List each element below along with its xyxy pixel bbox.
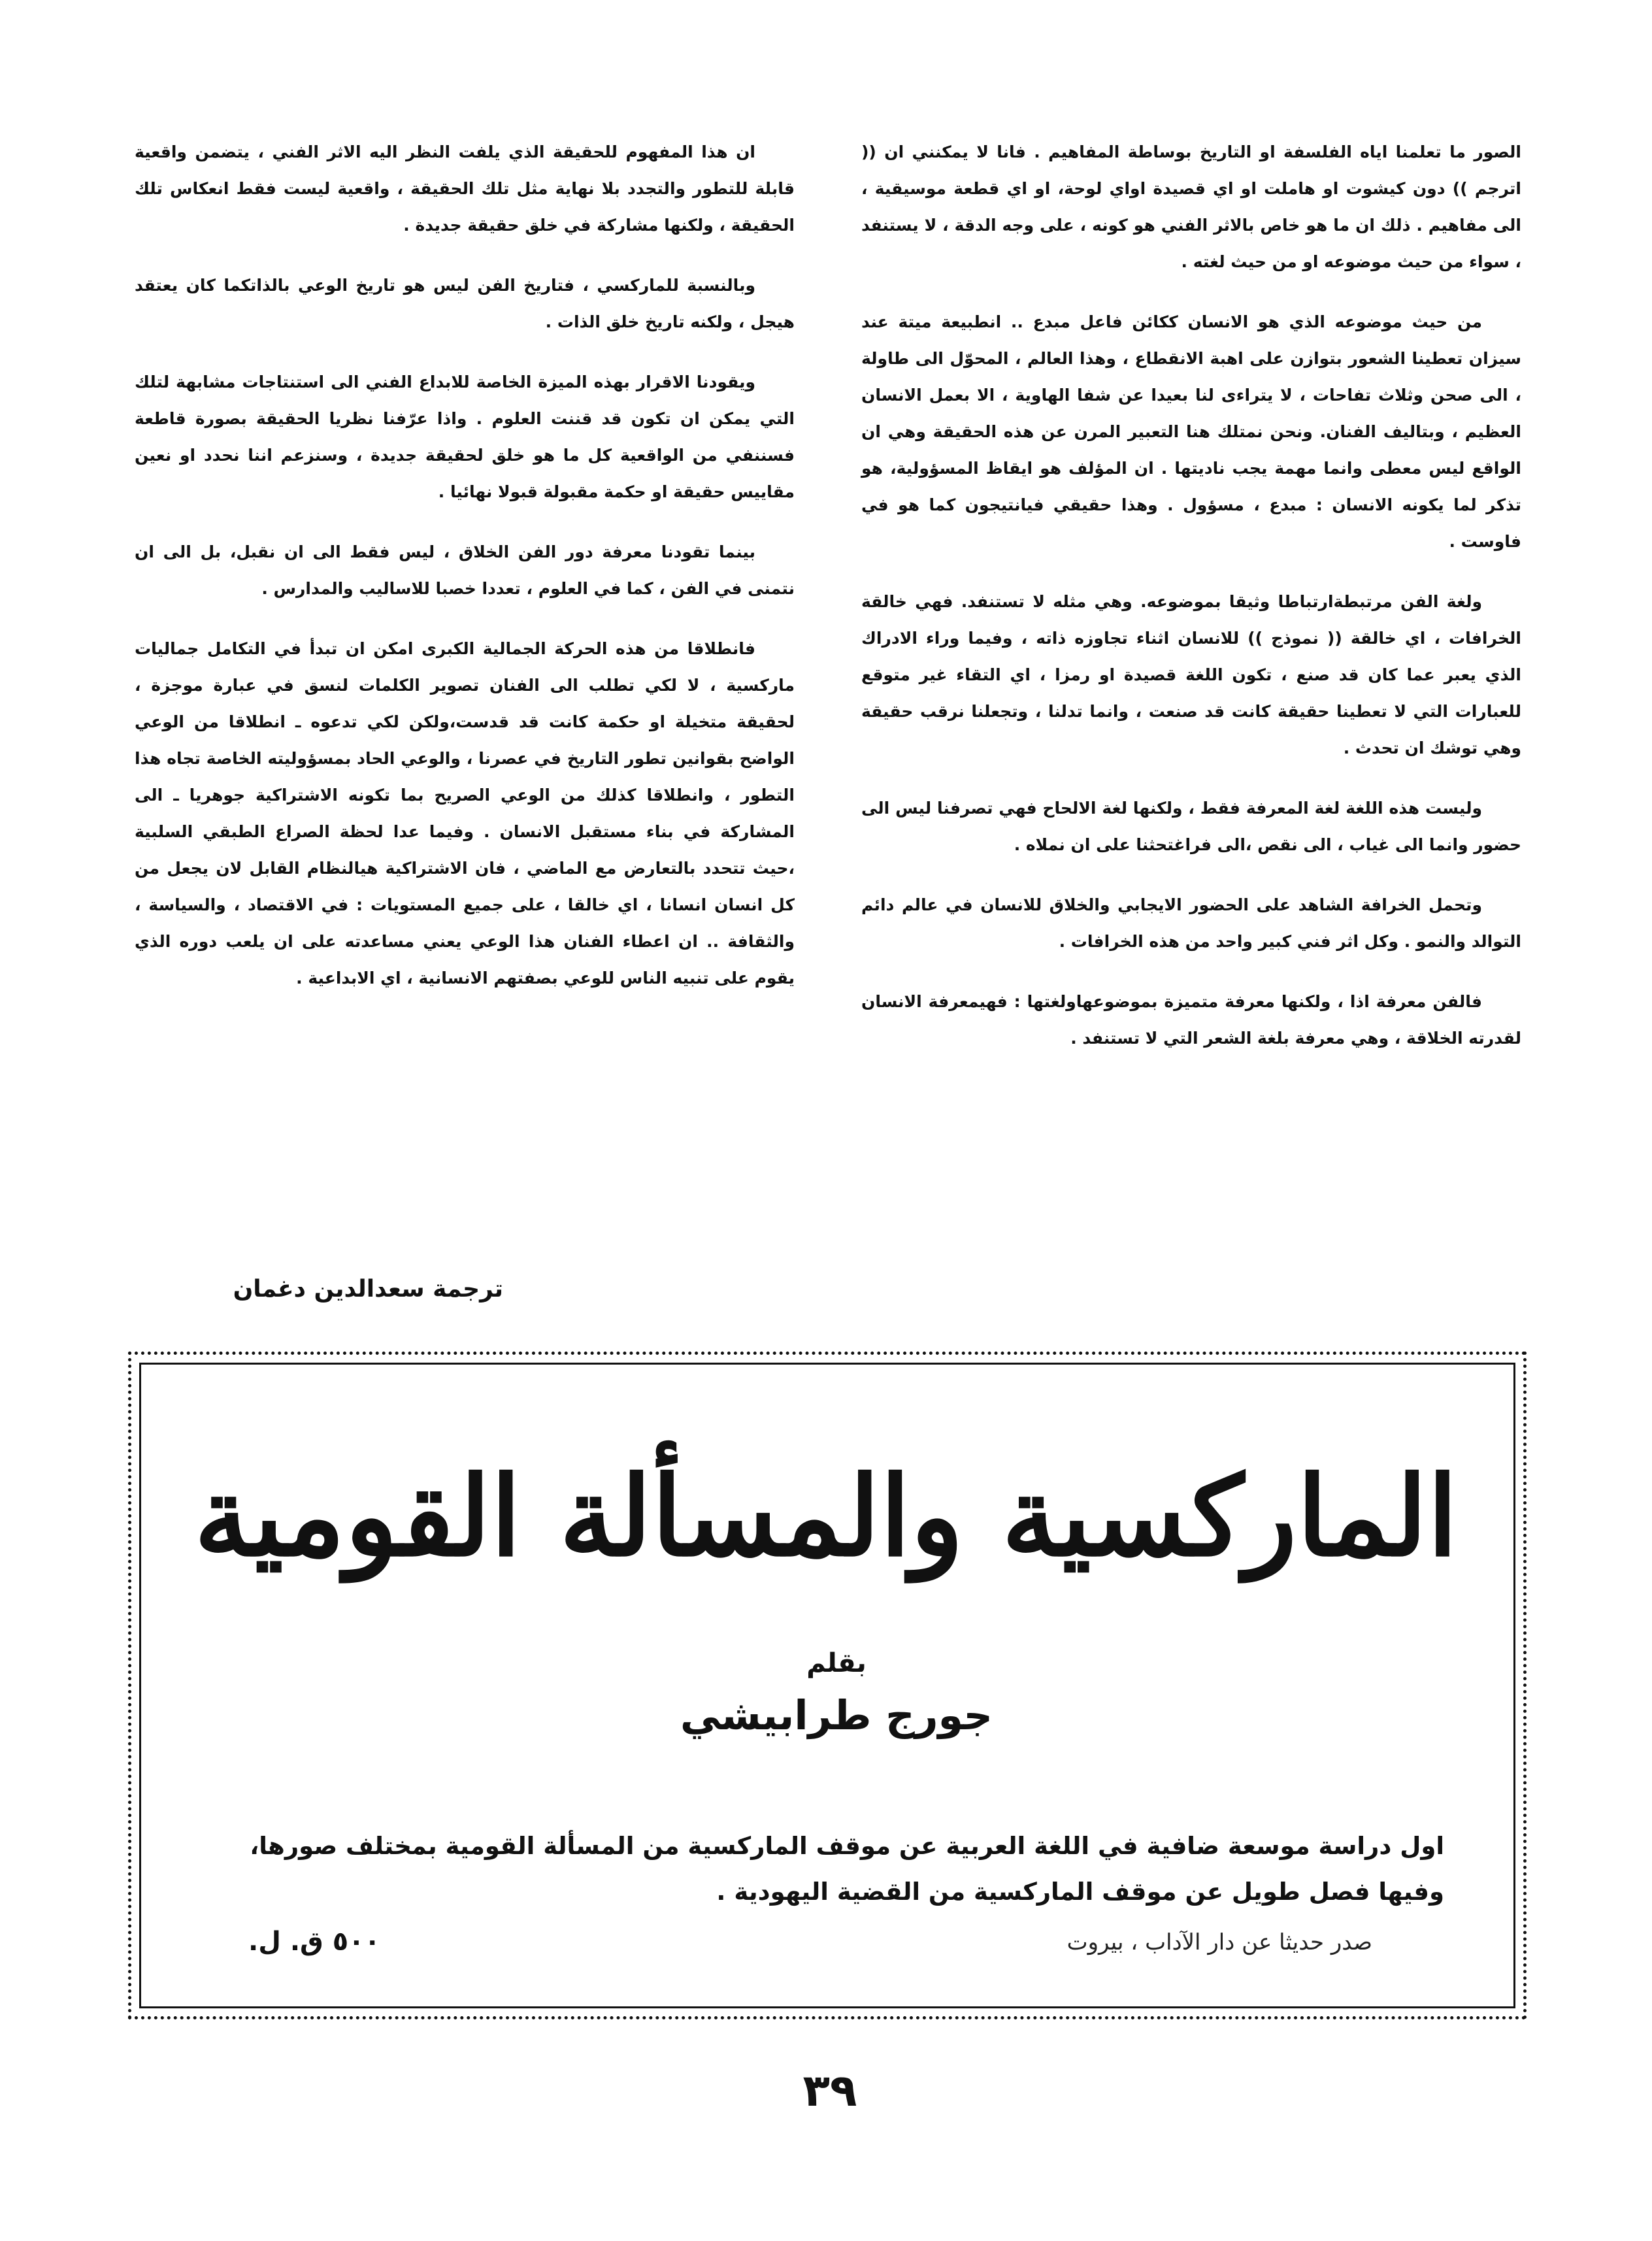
- page-number: ٣٩: [802, 2065, 857, 2117]
- book-price: ٥٠٠ ق. ل.: [248, 1927, 380, 1957]
- paragraph: ويقودنا الاقرار بهذه الميزة الخاصة للابداع الفني الى استنتاجات مشابهة لتلك التي يمكن ان تكون قد قننت العلوم . واذا عرّفنا نظريا الحقيقة بصورة قاطعة فسننفي من الواقعية كل ما هو خلق لحقيقة جديدة ، وسنزعم اننا نحدد او نعين مقاييس حقيقة او حكمة مقبولة قبولا نهائيا .: [135, 373, 795, 501]
- paragraph: وليست هذه اللغة لغة المعرفة فقط ، ولكنها لغة الالحاح فهي تصرفنا ليس الى حضور وانما الى غياب ، الى نقص ،الى فراغتحثنا على ان نملاه .: [861, 799, 1521, 854]
- paragraph: وبالنسبة للماركسي ، فتاريخ الفن ليس هو تاريخ الوعي بالذاتكما كان يعتقد هيجل ، ولكنه تاريخ خلق الذات .: [135, 276, 795, 331]
- article-left-column: [135, 134, 795, 1020]
- paragraph: من حيث موضوعه الذي هو الانسان ككائن فاعل مبدع .. انطبيعة ميتة عند سيزان تعطينا الشعور بتوازن على اهبة الانقطاع ، وهذا العالم ، المحوّل الى طاولة ، الى صحن وثلاث تفاحات ، لا يتراءى لنا بعيدا عن شفا الهاوية ، الا بعمل الانسان العظيم ، وبتاليف الفنان. ونحن نمتلك هنا التعبير المرن عن هذه الحقيقة وهي ان الواقع ليس معطى وانما مهمة يجب ناديتها . ان المؤلف هو ايقاظ المسؤولية، هو تذكر لما يكونه الانسان : مبدع ، مسؤول . وهذا حقيقي فيانتيجون كما هو في فاوست .: [861, 312, 1521, 551]
- translator-credit: ترجمة سعدالدين دغمان: [233, 1276, 503, 1303]
- book-author: جورج طرابيشي: [680, 1691, 993, 1739]
- paragraph: فانطلاقا من هذه الحركة الجمالية الكبرى امكن ان تبدأ في التكامل جماليات ماركسية ، لا لكي تطلب الى الفنان تصوير الكلمات لنسق في عبارة موجزة ، لحقيقة متخيلة او حكمة كانت قد قدست،ولكن لكي تدعوه ـ انطلاقا من الوعي الواضح بقوانين تطور التاريخ في عصرنا ، والوعي الحاد بمسؤوليته الخاصة تجاه هذا التطور ، وانطلاقا كذلك من الوعي الصريح بما تكونه الاشتراكية جوهريا ـ الى المشاركة في بناء مستقبل الانسان . وفيما عدا لحظة الصراع الطبقي السلبية ،حيث تتحدد بالتعارض مع الماضي ، فان الاشتراكية هيالنظام القابل لان يجعل من كل انسان انسانا ، اي خالقا ، على جميع المستويات : في الاقتصاد ، والسياسة ، والثقافة .. ان اعطاء الفنان هذا الوعي يعني مساعدته على ان يلعب دوره الذي يقوم على تنبيه الناس للوعي بصفتهم الانسانية ، اي الابداعية .: [135, 639, 795, 988]
- paragraph: ولغة الفن مرتبطةارتباطا وثيقا بموضوعه. وهي مثله لا تستنفد. فهي خالقة الخرافات ، اي خالقة (( نموذج )) للانسان اثناء تجاوزه ذاته ، وفيما وراء الادراك الذي يعبر عما كان قد صنع ، تكون اللغة قصيدة او رمزا ، اي التقاء غير متوقع للعبارات التي لا تعطينا حقيقة كانت قد صنعت ، وانما تدلنا ، وتجعلنا نرقب حقيقة وهي توشك ان تحدث .: [861, 592, 1521, 757]
- paragraph: وتحمل الخرافة الشاهد على الحضور الايجابي والخلاق للانسان في عالم دائم التوالد والنمو . وكل اثر فني كبير واحد من هذه الخرافات .: [861, 895, 1521, 951]
- paragraph: بينما تقودنا معرفة دور الفن الخلاق ، ليس فقط الى ان نقبل، بل الى ان نتمنى في الفن ، كما في العلوم ، تعددا خصبا للاساليب والمدارس .: [135, 542, 795, 598]
- by-label: بقلم: [806, 1648, 867, 1678]
- paragraph: فالفن معرفة اذا ، ولكنها معرفة متميزة بموضوعهاولغتها : فهيمعرفة الانسان لقدرته الخلاقة ، وهي معرفة بلغة الشعر التي لا تستنفد .: [861, 992, 1521, 1048]
- paragraph: الصور ما تعلمنا اياه الفلسفة او التاريخ بوساطة المفاهيم . فانا لا يمكنني ان (( اترجم )) دون كيشوت او هاملت او اي قصيدة اواي لوحة، او اي قطعة موسيقية ، الى مفاهيم . ذلك ان ما هو خاص بالاثر الفني هو كونه ، على وجه الدقة ، لا يستنفد ، سواء من حيث موضوعه او من حيث لغته .: [861, 142, 1521, 271]
- paragraph: ان هذا المفهوم للحقيقة الذي يلفت النظر اليه الاثر الفني ، يتضمن واقعية قابلة للتطور والتجدد بلا نهاية مثل تلك الحقيقة ، واقعية ليست فقط انعكاس تلك الحقيقة ، ولكنها مشاركة في خلق حقيقة جديدة .: [135, 142, 795, 235]
- publisher-note: صدر حديثا عن دار الآداب ، بيروت: [1066, 1929, 1372, 1955]
- book-title: الماركسية والمسألة القومية: [194, 1452, 1458, 1581]
- book-description: اول دراسة موسعة ضافية في اللغة العربية عن موقف الماركسية من المسألة القومية بمختلف صورها، وفيها فصل طويل عن موقف الماركسية من القضية اليهودية .: [250, 1832, 1444, 1906]
- article-right-column: [861, 134, 1521, 1080]
